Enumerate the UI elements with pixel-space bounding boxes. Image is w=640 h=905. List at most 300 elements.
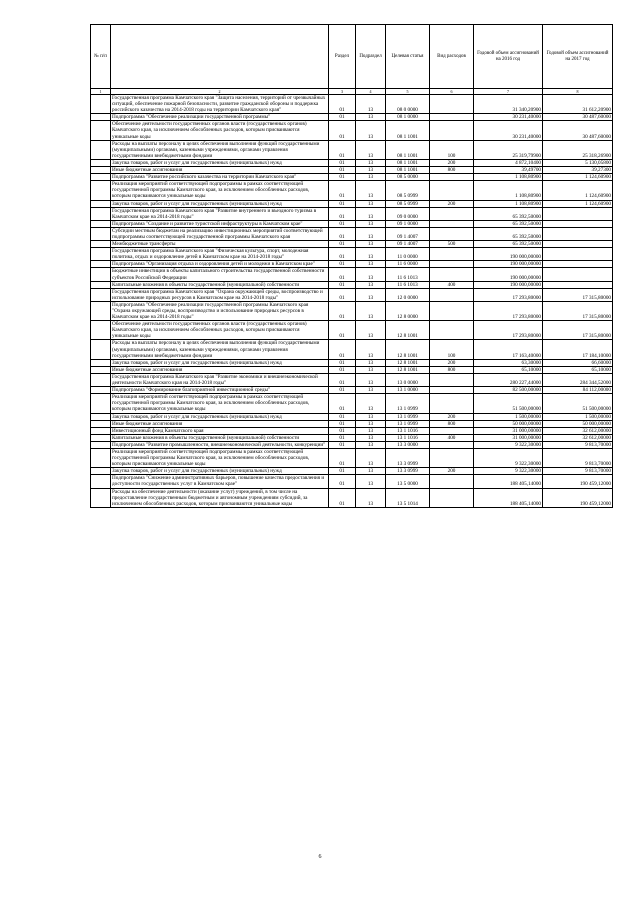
exp-type-cell [430, 288, 474, 301]
table-row [91, 181, 613, 200]
target-cell: 13 5 1014 [386, 488, 430, 507]
exp-type-cell: 400 [430, 281, 474, 288]
exp-type-cell: 400 [430, 434, 474, 441]
exp-type-cell [430, 268, 474, 281]
amount-2017-cell: 30 487,60000 [543, 114, 613, 121]
subsection-cell: 13 [356, 121, 386, 140]
name-cell: Иные бюджетные ассигнования [111, 420, 329, 427]
num-cell [91, 241, 111, 248]
name-cell: Межбюджетные трансферты [111, 241, 329, 248]
table-row [91, 248, 613, 261]
num-cell [91, 321, 111, 340]
amount-2016-cell: 39,49700 [474, 167, 543, 174]
table-row [91, 281, 613, 288]
name-cell: Подпрограмма "Обеспечение реализации государственной программы" [111, 114, 329, 121]
header-target: Целевая статья [386, 25, 430, 89]
subsection-cell: 13 [356, 359, 386, 366]
amount-2016-cell: 1 108,80900 [474, 200, 543, 207]
section-cell: 01 [329, 227, 356, 240]
table-row [91, 321, 613, 340]
column-number: 5 [386, 89, 430, 95]
name-cell: Закупка товаров, работ и услуг для государственных (муниципальных) нужд [111, 413, 329, 420]
num-cell [91, 441, 111, 448]
name-cell: Обеспечение деятельности государственных органов власти (государственных органов) Камчатского края, за исключением обособленных расходов, которым присваиваются уникальные коды [111, 121, 329, 140]
exp-type-cell [430, 261, 474, 268]
table-row [91, 174, 613, 181]
subsection-cell: 13 [356, 448, 386, 467]
section-cell: 01 [329, 468, 356, 475]
target-cell: 09 0 0000 [386, 207, 430, 220]
name-cell: Подпрограмма "Формирование благоприятной инвестиционной среды" [111, 387, 329, 394]
section-cell: 01 [329, 475, 356, 488]
section-cell: 01 [329, 427, 356, 434]
amount-2017-cell: 30 487,60000 [543, 121, 613, 140]
amount-2017-cell [543, 248, 613, 261]
num-cell [91, 427, 111, 434]
target-cell: 13 1 1016 [386, 434, 430, 441]
table-row [91, 220, 613, 227]
section-cell: 01 [329, 140, 356, 159]
target-cell: 12 8 1001 [386, 340, 430, 359]
table-row [91, 227, 613, 240]
exp-type-cell [430, 227, 474, 240]
amount-2017-cell: 190 459,12000 [543, 488, 613, 507]
section-cell: 01 [329, 340, 356, 359]
exp-type-cell: 800 [430, 366, 474, 373]
amount-2016-cell: 1 500,00000 [474, 413, 543, 420]
amount-2017-cell: 190 459,12000 [543, 475, 613, 488]
table-row [91, 394, 613, 413]
table-row [91, 434, 613, 441]
section-cell: 01 [329, 220, 356, 227]
name-cell: Инвестиционный фонд Камчатского края [111, 427, 329, 434]
subsection-cell: 13 [356, 248, 386, 261]
table-row [91, 268, 613, 281]
table-row [91, 427, 613, 434]
header-exp-type: Вид расходов [430, 25, 474, 89]
section-cell: 01 [329, 394, 356, 413]
num-cell [91, 140, 111, 159]
name-cell: Государственная программа Камчатского края "Физическая культура, спорт, молодежная политика, отдых и оздоровление детей в Камчатском крае на 2014-2018 годы" [111, 248, 329, 261]
target-cell: 13 5 0000 [386, 475, 430, 488]
column-number: 7 [474, 89, 543, 95]
target-cell: 13 3 0999 [386, 468, 430, 475]
num-cell [91, 373, 111, 386]
target-cell: 08 5 0999 [386, 200, 430, 207]
exp-type-cell [430, 441, 474, 448]
target-cell: 12 8 1001 [386, 321, 430, 340]
exp-type-cell: 500 [430, 241, 474, 248]
amount-2017-cell: 17 184,10000 [543, 340, 613, 359]
target-cell: 08 5 0999 [386, 181, 430, 200]
amount-2017-cell: 32 612,00000 [543, 427, 613, 434]
target-cell: 08 1 1001 [386, 140, 430, 159]
target-cell: 12 8 1001 [386, 366, 430, 373]
num-cell [91, 394, 111, 413]
name-cell: Расходы на обеспечение деятельности (оказание услуг) учреждений, в том числе на предоставление государственным бюджетным и автономным учреждениям субсидий, за исключением обособленных расходов, которым присваиваются уникальные коды [111, 488, 329, 507]
column-number: 1 [91, 89, 111, 95]
amount-2017-cell: 1 124,60900 [543, 181, 613, 200]
table-row [91, 261, 613, 268]
target-cell: 12 8 1001 [386, 359, 430, 366]
exp-type-cell [430, 448, 474, 467]
exp-type-cell: 200 [430, 468, 474, 475]
table-row [91, 488, 613, 507]
num-cell [91, 413, 111, 420]
amount-2016-cell: 17 163,40000 [474, 340, 543, 359]
amount-2016-cell: 190 000,00000 [474, 248, 543, 261]
exp-type-cell [430, 427, 474, 434]
amount-2016-cell: 1 108,80900 [474, 174, 543, 181]
amount-2016-cell: 65 392,50000 [474, 207, 543, 220]
name-cell: Закупка товаров, работ и услуг для государственных (муниципальных) нужд [111, 200, 329, 207]
exp-type-cell: 100 [430, 340, 474, 359]
header-subsection: Подраздел [356, 25, 386, 89]
amount-2017-cell: 284 344,52000 [543, 373, 613, 386]
num-cell [91, 468, 111, 475]
exp-type-cell [430, 220, 474, 227]
name-cell: Расходы на выплаты персоналу в целях обеспечения выполнения функций государственными (муниципальными) органами, казенными учреждениями, органами управления государственными внебюджетными фондами [111, 140, 329, 159]
table-row [91, 448, 613, 467]
amount-2017-cell: 51 500,00000 [543, 394, 613, 413]
subsection-cell: 13 [356, 174, 386, 181]
num-cell [91, 227, 111, 240]
subsection-cell: 13 [356, 441, 386, 448]
subsection-cell: 13 [356, 488, 386, 507]
num-cell [91, 167, 111, 174]
exp-type-cell: 800 [430, 420, 474, 427]
exp-type-cell [430, 373, 474, 386]
amount-2017-cell: 9 813,70000 [543, 448, 613, 467]
subsection-cell: 13 [356, 159, 386, 166]
subsection-cell: 13 [356, 468, 386, 475]
amount-2017-cell [543, 207, 613, 220]
subsection-cell: 13 [356, 394, 386, 413]
num-cell [91, 387, 111, 394]
target-cell: 13 1 1016 [386, 427, 430, 434]
section-cell: 01 [329, 181, 356, 200]
target-cell: 08 1 1001 [386, 167, 430, 174]
header-2017: Годовой объем ассигнований на 2017 год [543, 25, 613, 89]
amount-2016-cell: 4 872,10400 [474, 159, 543, 166]
table-row [91, 207, 613, 220]
amount-2017-cell: 1 124,60900 [543, 174, 613, 181]
subsection-cell: 13 [356, 387, 386, 394]
section-cell: 01 [329, 174, 356, 181]
num-cell [91, 475, 111, 488]
target-cell: 13 1 0000 [386, 387, 430, 394]
amount-2017-cell: 84 112,00000 [543, 387, 613, 394]
column-number: 6 [430, 89, 474, 95]
amount-2016-cell: 65,10000 [474, 366, 543, 373]
table-row [91, 200, 613, 207]
num-cell [91, 288, 111, 301]
table-row [91, 359, 613, 366]
section-cell: 01 [329, 488, 356, 507]
num-cell [91, 207, 111, 220]
exp-type-cell: 200 [430, 413, 474, 420]
amount-2017-cell: 17 315,80000 [543, 301, 613, 320]
num-cell [91, 261, 111, 268]
subsection-cell: 13 [356, 140, 386, 159]
amount-2017-cell [543, 261, 613, 268]
amount-2017-cell: 1 124,60900 [543, 200, 613, 207]
name-cell: Иные бюджетные ассигнования [111, 366, 329, 373]
name-cell: Иные бюджетные ассигнования [111, 167, 329, 174]
num-cell [91, 420, 111, 427]
subsection-cell: 13 [356, 288, 386, 301]
target-cell: 08 1 1001 [386, 121, 430, 140]
section-cell: 01 [329, 241, 356, 248]
name-cell: Государственная программа Камчатского края "Развитие внутреннего и въездного туризма в Камчатском крае на 2014-2018 годы" [111, 207, 329, 220]
target-cell: 11 6 1013 [386, 281, 430, 288]
subsection-cell: 13 [356, 321, 386, 340]
name-cell: Реализация мероприятий соответствующей подпрограммы в рамках соответствующей государственной программы Камчатского края, за исключением обособленных расходов, которым присваиваются уникальные коды [111, 448, 329, 467]
amount-2016-cell: 9 322,30000 [474, 441, 543, 448]
section-cell: 01 [329, 413, 356, 420]
exp-type-cell [430, 301, 474, 320]
subsection-cell: 13 [356, 281, 386, 288]
name-cell: Подпрограмма "Организация отдыха и оздоровления детей и молодежи в Камчатском крае" [111, 261, 329, 268]
amount-2016-cell: 25 319,79900 [474, 140, 543, 159]
section-cell: 01 [329, 200, 356, 207]
section-cell: 01 [329, 207, 356, 220]
amount-2017-cell [543, 268, 613, 281]
exp-type-cell [430, 248, 474, 261]
section-cell: 01 [329, 248, 356, 261]
amount-2017-cell: 9 813,70000 [543, 468, 613, 475]
page-number: 6 [318, 854, 322, 860]
amount-2017-cell: 39,27300 [543, 167, 613, 174]
amount-2016-cell: 65 392,50000 [474, 241, 543, 248]
subsection-cell: 13 [356, 207, 386, 220]
exp-type-cell [430, 114, 474, 121]
table-row [91, 114, 613, 121]
name-cell: Реализация мероприятий соответствующей подпрограммы в рамках соответствующей государственной программы Камчатского края, за исключением обособленных расходов, которым присваиваются уникальные коды [111, 181, 329, 200]
amount-2016-cell: 190 000,00000 [474, 261, 543, 268]
amount-2016-cell: 50 000,00000 [474, 420, 543, 427]
exp-type-cell: 200 [430, 159, 474, 166]
exp-type-cell: 200 [430, 200, 474, 207]
table-row [91, 413, 613, 420]
num-cell [91, 174, 111, 181]
target-cell: 08 5 0000 [386, 174, 430, 181]
exp-type-cell [430, 121, 474, 140]
subsection-cell: 13 [356, 227, 386, 240]
num-cell [91, 448, 111, 467]
name-cell: Закупка товаров, работ и услуг для государственных (муниципальных) нужд [111, 468, 329, 475]
table-row [91, 159, 613, 166]
num-cell [91, 301, 111, 320]
num-cell [91, 340, 111, 359]
exp-type-cell [430, 181, 474, 200]
num-cell [91, 488, 111, 507]
amount-2017-cell: 31 612,20900 [543, 95, 613, 114]
table-row [91, 475, 613, 488]
amount-2016-cell: 30 231,40000 [474, 114, 543, 121]
table-row [91, 340, 613, 359]
target-cell: 12 0 0000 [386, 288, 430, 301]
num-cell [91, 121, 111, 140]
exp-type-cell [430, 321, 474, 340]
subsection-cell: 13 [356, 220, 386, 227]
table-body [91, 95, 613, 508]
amount-2017-cell: 32 612,00000 [543, 434, 613, 441]
target-cell: 11 0 0000 [386, 248, 430, 261]
section-cell: 01 [329, 281, 356, 288]
section-cell: 01 [329, 261, 356, 268]
name-cell: Обеспечение деятельности государственных органов власти (государственных органов) Камчатского края, за исключением обособленных расходов, которым присваиваются уникальные коды [111, 321, 329, 340]
subsection-cell: 13 [356, 366, 386, 373]
subsection-cell: 13 [356, 373, 386, 386]
num-cell [91, 248, 111, 261]
header-num: № п/п [91, 25, 111, 89]
table-row [91, 140, 613, 159]
name-cell: Государственная программа Камчатского края "Охрана окружающей среды, воспроизводство и использование природных ресурсов в Камчатском крае на 2014-2018 годы" [111, 288, 329, 301]
amount-2017-cell [543, 241, 613, 248]
section-cell: 01 [329, 301, 356, 320]
name-cell: Подпрограмма "Снижение административных барьеров, повышение качества предоставления и доступности государственных услуг в Камчатском крае" [111, 475, 329, 488]
exp-type-cell [430, 488, 474, 507]
section-cell: 01 [329, 114, 356, 121]
amount-2016-cell: 1 108,80900 [474, 181, 543, 200]
amount-2016-cell: 280 227,44000 [474, 373, 543, 386]
amount-2016-cell: 17 293,80000 [474, 288, 543, 301]
target-cell: 11 6 0000 [386, 261, 430, 268]
section-cell: 01 [329, 434, 356, 441]
num-cell [91, 434, 111, 441]
amount-2017-cell [543, 281, 613, 288]
target-cell: 08 1 0000 [386, 114, 430, 121]
amount-2017-cell: 25 318,26900 [543, 140, 613, 159]
amount-2016-cell: 63,30000 [474, 359, 543, 366]
amount-2016-cell: 190 000,00000 [474, 268, 543, 281]
amount-2016-cell: 51 500,00000 [474, 394, 543, 413]
name-cell: Капитальные вложения в объекты государственной (муниципальной) собственности [111, 434, 329, 441]
amount-2016-cell: 31 340,20900 [474, 95, 543, 114]
exp-type-cell [430, 207, 474, 220]
target-cell: 13 3 0000 [386, 441, 430, 448]
header-section: Раздел [329, 25, 356, 89]
amount-2017-cell: 65,10000 [543, 366, 613, 373]
target-cell: 13 1 0999 [386, 394, 430, 413]
section-cell: 01 [329, 420, 356, 427]
amount-2016-cell: 190 000,00000 [474, 281, 543, 288]
section-cell: 01 [329, 95, 356, 114]
section-cell: 01 [329, 387, 356, 394]
section-cell: 01 [329, 167, 356, 174]
table-row [91, 441, 613, 448]
amount-2017-cell: 17 315,80000 [543, 321, 613, 340]
target-cell: 09 1 4007 [386, 241, 430, 248]
target-cell: 08 1 1001 [386, 159, 430, 166]
section-cell: 01 [329, 321, 356, 340]
column-number: 3 [329, 89, 356, 95]
header-row [91, 25, 613, 89]
amount-2016-cell: 9 322,30000 [474, 468, 543, 475]
amount-2016-cell: 31 000,00000 [474, 434, 543, 441]
exp-type-cell [430, 387, 474, 394]
exp-type-cell: 100 [430, 140, 474, 159]
column-number: 4 [356, 89, 386, 95]
subsection-cell: 13 [356, 427, 386, 434]
amount-2016-cell: 31 000,00000 [474, 427, 543, 434]
num-cell [91, 366, 111, 373]
num-cell [91, 159, 111, 166]
header-name [111, 25, 329, 89]
section-cell: 01 [329, 359, 356, 366]
table-row [91, 301, 613, 320]
amount-2017-cell: 17 315,80000 [543, 288, 613, 301]
amount-2016-cell: 17 293,80000 [474, 301, 543, 320]
name-cell: Государственная программа Камчатского края "Защита населения, территорий от чрезвычайных ситуаций, обеспечение пожарной безопасности, развитие гражданской обороны и поддержка российского казачества на 2014-2018 годы на территории Камчатского края" [111, 95, 329, 114]
amount-2016-cell: 65 392,50000 [474, 227, 543, 240]
num-cell [91, 114, 111, 121]
section-cell: 01 [329, 121, 356, 140]
num-cell [91, 220, 111, 227]
amount-2016-cell: 188 405,14000 [474, 475, 543, 488]
subsection-cell: 13 [356, 200, 386, 207]
exp-type-cell [430, 475, 474, 488]
amount-2016-cell: 17 293,80000 [474, 321, 543, 340]
exp-type-cell [430, 174, 474, 181]
name-cell: Государственная программа Камчатского края "Развитие экономики и внешнеэкономической деятельности Камчатского края на 2014-2018 годы" [111, 373, 329, 386]
target-cell: 09 1 0000 [386, 220, 430, 227]
amount-2017-cell: 9 813,70000 [543, 441, 613, 448]
target-cell: 12 8 0000 [386, 301, 430, 320]
subsection-cell: 13 [356, 301, 386, 320]
section-cell: 01 [329, 268, 356, 281]
num-cell [91, 268, 111, 281]
subsection-cell: 13 [356, 95, 386, 114]
num-cell [91, 181, 111, 200]
subsection-cell: 13 [356, 241, 386, 248]
name-cell: Подпрограмма "Развитие промышленности, внешнеэкономической деятельности, конкуренции" [111, 441, 329, 448]
table-row [91, 366, 613, 373]
subsection-cell: 13 [356, 114, 386, 121]
amount-2017-cell [543, 220, 613, 227]
name-cell: Закупка товаров, работ и услуг для государственных (муниципальных) нужд [111, 359, 329, 366]
table-row [91, 468, 613, 475]
amount-2017-cell: 66,60000 [543, 359, 613, 366]
amount-2017-cell: 1 500,00000 [543, 413, 613, 420]
table-row [91, 167, 613, 174]
name-cell: Подпрограмма "Развитие российского казачества на территории Камчатского края" [111, 174, 329, 181]
target-cell: 13 1 0999 [386, 420, 430, 427]
section-cell: 01 [329, 441, 356, 448]
num-cell [91, 359, 111, 366]
subsection-cell: 13 [356, 340, 386, 359]
num-cell [91, 95, 111, 114]
budget-table [90, 24, 613, 508]
amount-2017-cell [543, 227, 613, 240]
table-row [91, 373, 613, 386]
section-cell: 01 [329, 159, 356, 166]
name-cell: Субсидии местным бюджетам на реализацию инвестиционных мероприятий соответствующей подпрограммы соответствующей государственной программы Камчатского края [111, 227, 329, 240]
subsection-cell: 13 [356, 413, 386, 420]
header-2016: Годовой объем ассигнований на 2016 год [474, 25, 543, 89]
name-cell: Реализация мероприятий соответствующей подпрограммы в рамках соответствующей государственной программы Камчатского края, за исключением обособленных расходов, которым присваиваются уникальные коды [111, 394, 329, 413]
name-cell: Подпрограмма "Создание и развитие туристской инфраструктуры в Камчатском крае" [111, 220, 329, 227]
exp-type-cell: 800 [430, 167, 474, 174]
target-cell: 13 1 0999 [386, 413, 430, 420]
section-cell: 01 [329, 373, 356, 386]
name-cell: Бюджетные инвестиции в объекты капитального строительства государственной собственности субъектов Российской Федерации [111, 268, 329, 281]
table-row [91, 121, 613, 140]
amount-2016-cell: 82 500,00000 [474, 387, 543, 394]
section-cell: 01 [329, 448, 356, 467]
subsection-cell: 13 [356, 181, 386, 200]
